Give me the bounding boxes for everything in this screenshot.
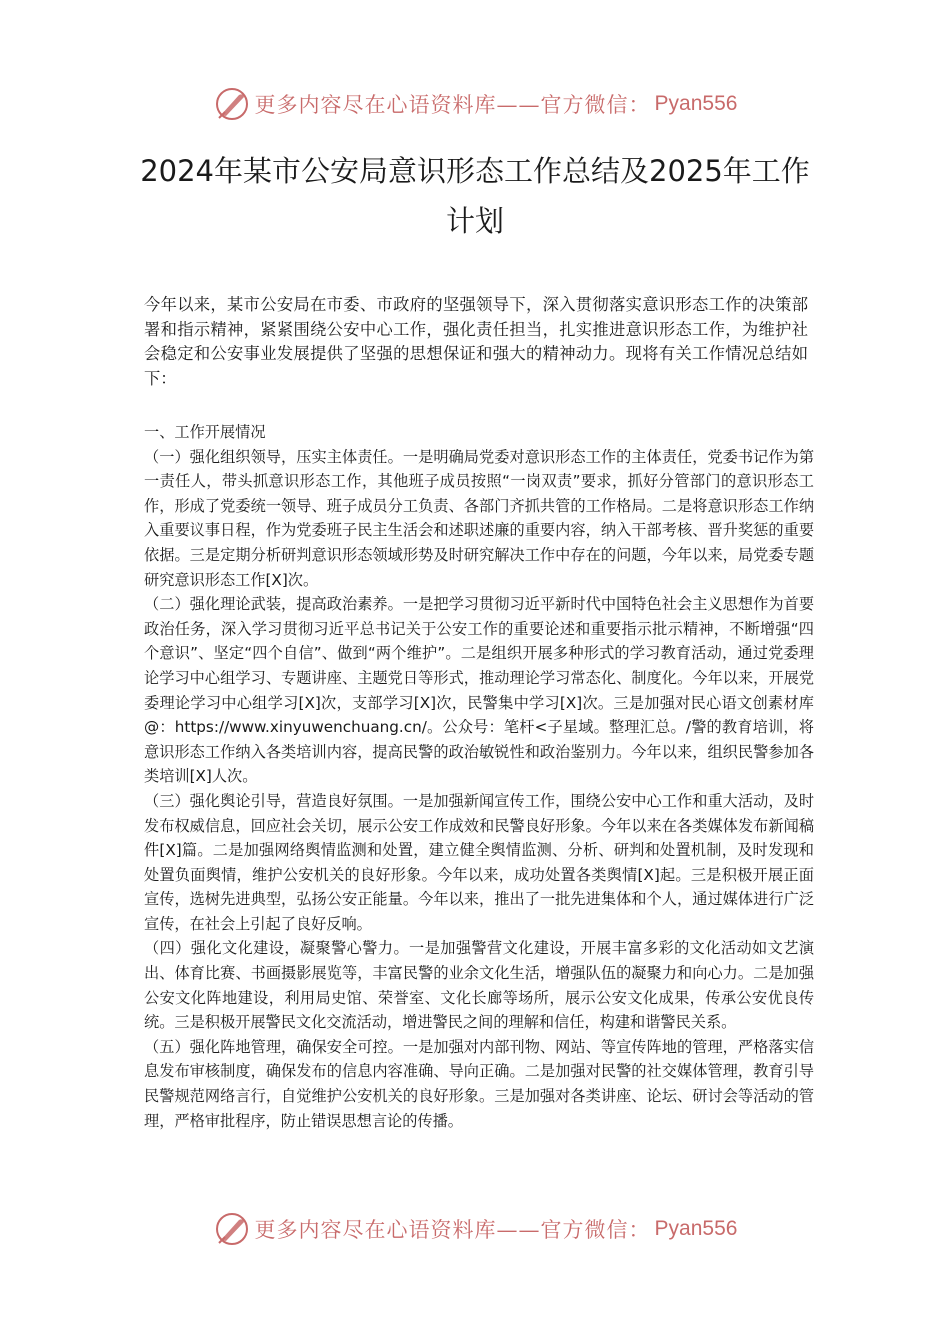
paragraph-culture: （四）强化文化建设，凝聚警心警力。一是加强警营文化建设，开展丰富多彩的文化活动如文艺演出、体育比赛、书画摄影展览等，丰富民警的业余文化生活，增强队伍的凝聚力和向心力。二是加强公安文化阵地建设，利用局史馆、荣誉室、文化长廊等场所，展示公安文化成果，传承公安优良传统。三是积极开展警民文化交流活动，增进警民之间的理解和信任，构建和谐警民关系。 (144, 939, 814, 1032)
paragraph-organization: （一）强化组织领导，压实主体责任。一是明确局党委对意识形态工作的主体责任，党委书记作为第一责任人，带头抓意识形态工作，其他班子成员按照“一岗双责”要求，抓好分管部门的意识形态工作，形成了党委统一领导、班子成员分工负责、各部门齐抓共管的工作格局。二是将意识形态工作纳入重要议事日程，作为党委班子民主生活会和述职述廉的重要内容，纳入干部考核、晋升奖惩的重要依据。三是定期分析研判意识形态领域形势及时研究解决工作中存在的问题，今年以来，局党委专题研究意识形态工作[X]次。 (144, 447, 814, 589)
watermark-bottom (0, 1207, 950, 1251)
watermark-text: 更多内容尽在心语资料库——官方微信： (254, 93, 651, 117)
paragraph-theory: （二）强化理论武装，提高政治素养。一是把学习贯彻习近平新时代中国特色社会主义思想作为首要政治任务，深入学习贯彻习近平总书记关于公安工作的重要论述和重要指示批示精神，不断增强“四个意识”、坚定“四个自信”、做到“两个维护”。二是组织开展多种形式的学习教育活动，通过党委理论学习中心组学习、专题讲座、主题党日等形式，推动理论学习常态化、制度化。今年以来，开展党委理论学习中心组学习[X]次，支部学习[X]次，民警集中学习[X]次。三是加强对民心语文创素材库@：https://www.xinyuwenchuang.cn/。公众号：笔杆<子星域。整理汇总。/警的教育培训，将意识形态工作纳入各类培训内容，提高民警的政治敏锐性和政治鉴别力。今年以来，组织民警参加各类培训[X]人次。 (144, 595, 814, 786)
quill-logo-icon (213, 85, 251, 123)
paragraph-platform: （五）强化阵地管理，确保安全可控。一是加强对内部刊物、网站、等宣传阵地的管理，严格落实信息发布审核制度，确保发布的信息内容准确、导向正确。二是加强对民警的社交媒体管理，教育引导民警规范网络言行，自觉维护公安机关的良好形象。三是加强对各类讲座、论坛、研讨会等活动的管理，严格审批程序，防止错误思想言论的传播。 (144, 1037, 814, 1130)
watermark-top (0, 82, 950, 126)
paragraph-publicity: （三）强化舆论引导，营造良好氛围。一是加强新闻宣传工作，围绕公安中心工作和重大活动，及时发布权威信息，回应社会关切，展示公安工作成效和民警良好形象。今年以来在各类媒体发布新闻稿件[X]篇。二是加强网络舆情监测和处置，建立健全舆情监测、分析、研判和处置机制，及时发现和处置负面舆情，维护公安机关的良好形象。今年以来，成功处置各类舆情[X]起。三是积极开展正面宣传，选树先进典型，弘扬公安正能量。今年以来，推出了一批先进集体和个人，通过媒体进行广泛宣传，在社会上引起了良好反响。 (144, 791, 814, 933)
watermark-id: Pyan556 (654, 1217, 738, 1240)
document-title: 2024年某市公安局意识形态工作总结及2025年工作计划 (140, 154, 810, 238)
intro-paragraph: 今年以来，某市公安局在市委、市政府的坚强领导下，深入贯彻落实意识形态工作的决策部署和指示精神，紧紧围绕公安中心工作，强化责任担当，扎实推进意识形态工作，为维护社会稳定和公安事业发展提供了坚强的思想保证和强大的精神动力。现将有关工作情况总结如下： (144, 295, 808, 388)
watermark-id: Pyan556 (654, 92, 738, 115)
quill-logo-icon (213, 1210, 251, 1248)
document-body (144, 420, 814, 1133)
watermark-text: 更多内容尽在心语资料库——官方微信： (254, 1218, 651, 1242)
section-heading: 一、工作开展情况 (144, 423, 266, 441)
